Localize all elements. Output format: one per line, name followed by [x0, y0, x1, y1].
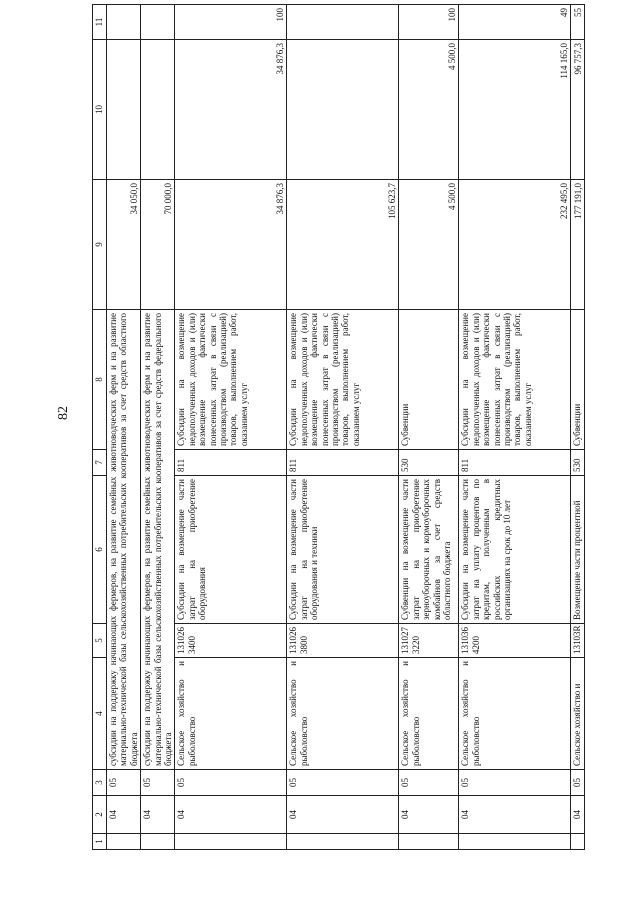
- cell-c4: Сельское хозяйство и рыболовство: [459, 658, 571, 770]
- cell-c10: [287, 40, 399, 180]
- cell-c6: Субсидии на возмещение части затрат на приобретение оборудования и техники: [287, 476, 399, 624]
- cell-c7: 811: [459, 450, 571, 476]
- cell-c10: [107, 40, 141, 180]
- cell-c6: Субсидии на возмещение части затрат на уплату процентов по кредитам, полученным в российских кредитных организациях на срок до 10 лет: [459, 476, 571, 624]
- cell-c4: Сельское хозяйство и: [571, 658, 585, 770]
- header-cell: 10: [93, 40, 107, 180]
- cell-c11: 49: [459, 5, 571, 40]
- cell-c11: 55: [571, 5, 585, 40]
- cell-c2: 04: [287, 796, 399, 834]
- cell-c2: 04: [141, 796, 175, 834]
- cell-c3: 05: [287, 770, 399, 796]
- cell-c5: 131026 3400: [175, 624, 287, 658]
- cell-c10: 96 757,3: [571, 40, 585, 180]
- cell-c4: Сельское хозяйство и рыболовство: [287, 658, 399, 770]
- cell-c3: 05: [141, 770, 175, 796]
- cell-c3: 05: [459, 770, 571, 796]
- cell-c2: 04: [175, 796, 287, 834]
- cell-c6: Субсидии на возмещение части затрат на приобретение оборудования: [175, 476, 287, 624]
- header-cell: 1: [93, 834, 107, 850]
- cell-c11: 100: [175, 5, 287, 40]
- cell-c10: 34 876,3: [175, 40, 287, 180]
- table-row: [141, 5, 175, 850]
- page-number: 82: [56, 406, 71, 420]
- cell-c3: 05: [107, 770, 141, 796]
- cell-c7: 530: [399, 450, 459, 476]
- header-cell: 5: [93, 624, 107, 658]
- cell-c10: [141, 40, 175, 180]
- cell-c11: [287, 5, 399, 40]
- cell-c5: 13103R: [571, 624, 585, 658]
- cell-c9: 177 191,0: [571, 180, 585, 310]
- cell-c11: 100: [399, 5, 459, 40]
- header-cell: 11: [93, 5, 107, 40]
- cell-c2: 04: [107, 796, 141, 834]
- cell-c7: 811: [175, 450, 287, 476]
- table-row: [175, 5, 287, 850]
- cell-c10: 4 500,0: [399, 40, 459, 180]
- cell-c9: 4 500,0: [399, 180, 459, 310]
- header-cell: 3: [93, 770, 107, 796]
- cell-c8: Субвенции: [571, 310, 585, 450]
- cell-c3: 05: [175, 770, 287, 796]
- cell-c4: Сельское хозяйство и рыболовство: [175, 658, 287, 770]
- cell-c6: Субвенции на возмещение части затрат на приобретение зерноуборочных и кормоуборочных комбайнов за счет средств областного бюджета: [399, 476, 459, 624]
- cell-c11: [141, 5, 175, 40]
- table-row: [399, 5, 459, 850]
- header-cell: 4: [93, 658, 107, 770]
- cell-c6: Возмещение части процентной: [571, 476, 585, 624]
- cell-c2: 04: [571, 796, 585, 834]
- header-cell: 7: [93, 450, 107, 476]
- cell-c3: 05: [571, 770, 585, 796]
- cell-c9: 70 000,0: [141, 180, 175, 310]
- budget-table: [92, 4, 585, 850]
- header-cell: 9: [93, 180, 107, 310]
- cell-c9: 105 623,7: [287, 180, 399, 310]
- cell-c4: Сельское хозяйство и рыболовство: [399, 658, 459, 770]
- cell-c3: 05: [399, 770, 459, 796]
- table-row: [459, 5, 571, 850]
- cell-c8: Субвенции: [399, 310, 459, 450]
- cell-c8: Субсидии на возмещение недополученных доходов и (или) возмещение фактически понесенных затрат в связи с производством (реализацией) товаров, выполнением работ, оказанием услуг: [459, 310, 571, 450]
- cell-c7: 811: [287, 450, 399, 476]
- cell-c11: [107, 5, 141, 40]
- header-cell: 8: [93, 310, 107, 450]
- table-row: [107, 5, 141, 850]
- cell-c10: 114 165,0: [459, 40, 571, 180]
- header-row: [93, 5, 107, 850]
- table-row: [571, 5, 585, 850]
- cell-c8: Субсидии на возмещение недополученных доходов и (или) возмещение фактически понесенных затрат в связи с производством (реализацией) товаров, выполнением работ, оказанием услуг: [175, 310, 287, 450]
- cell-c2: 04: [399, 796, 459, 834]
- cell-c5: 131036 4200: [459, 624, 571, 658]
- rotated-page: [56, 5, 622, 850]
- cell-c5: 131026 3800: [287, 624, 399, 658]
- cell-c7: 530: [571, 450, 585, 476]
- cell-c2: 04: [459, 796, 571, 834]
- cell-c5: 131027 3220: [399, 624, 459, 658]
- header-cell: 6: [93, 476, 107, 624]
- cell-c9: 34 050,0: [107, 180, 141, 310]
- table-row: [287, 5, 399, 850]
- cell-c9: 232 495,0: [459, 180, 571, 310]
- header-cell: 2: [93, 796, 107, 834]
- cell-c9: 34 876,3: [175, 180, 287, 310]
- cell-description: субсидии на поддержку начинающих фермеров, на развитие семейных животноводческих ферм и на развитие материально-технической базы сельскохозяйственных потребительских кооперативов за счет средств областного бюджета: [107, 310, 141, 770]
- cell-c8: Субсидии на возмещение недополученных доходов и (или) возмещение фактически понесенных затрат в связи с производством (реализацией) товаров, выполнением работ, оказанием услуг: [287, 310, 399, 450]
- cell-description: субсидии на поддержку начинающих фермеров, на развитие семейных животноводческих ферм и на развитие материально-технической базы сельскохозяйственных потребительских кооперативов за счет средств федерального бюджета: [141, 310, 175, 770]
